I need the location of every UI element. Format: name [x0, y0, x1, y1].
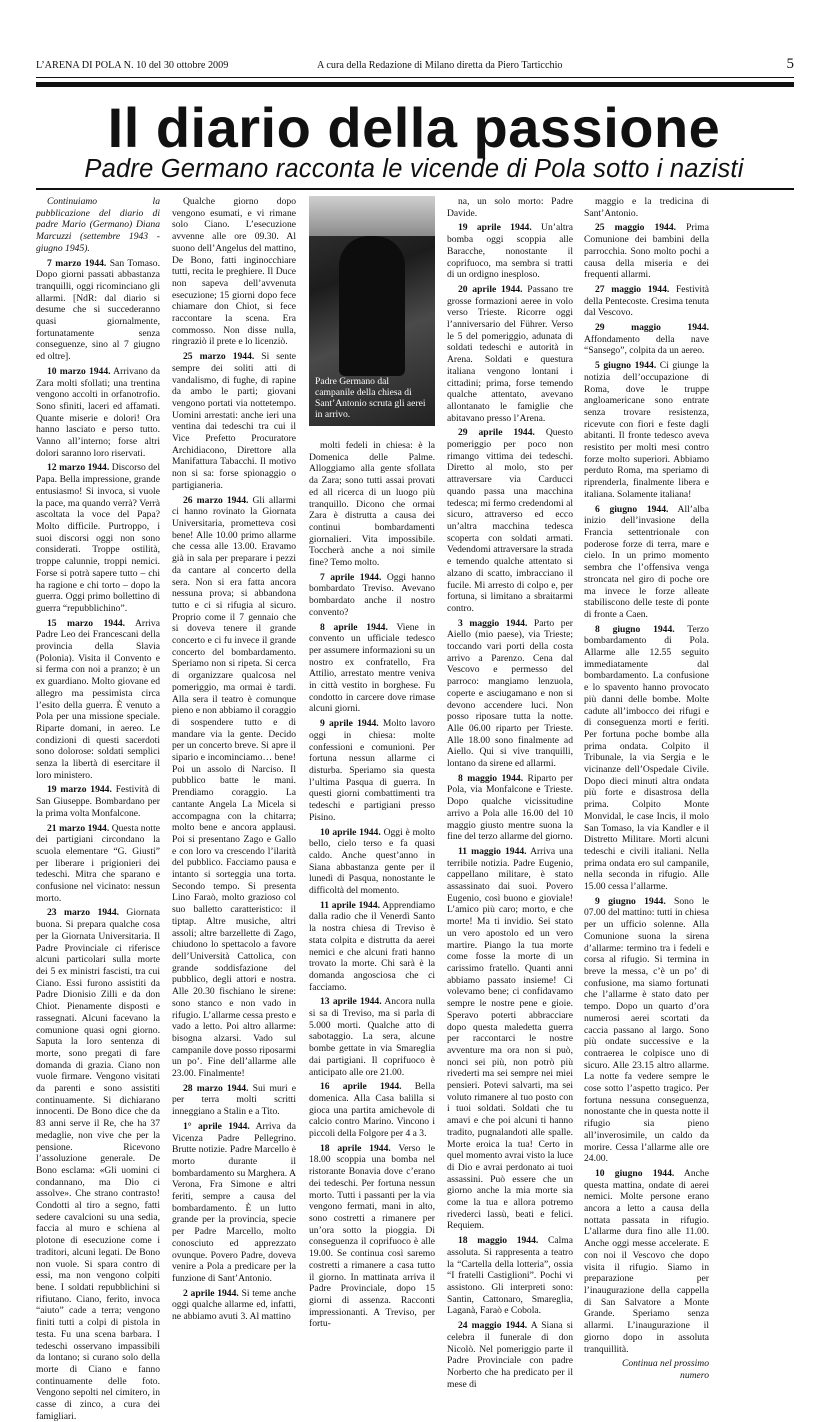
entry-date: 18 maggio 1944.: [458, 1235, 539, 1247]
editorial-credit: A cura della Redazione di Milano diretta da Piero Tarticchio: [317, 60, 563, 71]
entry-date: 3 maggio 1944.: [458, 617, 528, 629]
article-intro: Continuiamo la pubblicazione del diario di padre Mario (Germano) Diana Marcuzzi (settembre 1943 - giugno 1945).: [36, 196, 160, 254]
diary-entry: [309, 996, 435, 1078]
entry-text: Apprendiamo dalla radio che il Venerdì Santo la nostra chiesa di Treviso è stata colpita e distrutta da aerei nemici e che alcuni frati hanno trovato la morte. Chi sarà è la domanda angosciosa che ci facciamo.: [309, 899, 435, 993]
entry-date: 2 aprile 1944.: [183, 1287, 239, 1299]
page-title: Il diario della passione: [107, 96, 721, 159]
publication-info: L’ARENA DI POLA N. 10 del 30 ottobre 2009: [36, 60, 229, 71]
entry-text: Si teme anche oggi qualche allarme ed, infatti, ne abbiamo avuti 3. Al mattino: [172, 1287, 296, 1323]
entry-text: Parto per Aiello (mio paese), via Trieste; toccando vari porti della costa arrivo a Parenzo. Cena dal Vescovo e permesso del parroco: mangiamo lenzuola, coperte e asciugamano e non si devono accendere luci. Non posso riposare tutta la notte. Alle 06.00 riparto per Trieste. Alle 18.00 sono finalmente ad Aiello. Qui si vive tranquilli, lontano da sirene ed allarmi.: [447, 617, 573, 770]
diary-entry: [447, 222, 573, 281]
entry-text: Riparto per Pola, via Monfalcone e Trieste. Dopo qualche vicissitudine arrivo a Pola alle 16.00 del 10 maggio giusto mentre suona la fine del terzo allarme del giorno.: [447, 772, 574, 843]
diary-entry: [447, 1320, 573, 1390]
diary-entry: [584, 360, 709, 500]
entry-text: Questo pomeriggio per poco non rimango vittima dei tedeschi. Diretto al molo, sto per attraversare via Carducci quando passa una macchina tedesca; mi fermo credendomi al sicuro, attraverso ed ecco un’altra macchina tedesca scoperta con soldati armati. Vedendomi attraversare la strada e temendo qualche attentato si alzano di scatto, imbracciano il fucile. Mi arresto di colpo e, per fortuna, si limitano a sbraitarmi contro.: [447, 427, 573, 614]
entry-date: 25 maggio 1944.: [595, 222, 677, 234]
entry-date: 11 aprile 1944.: [320, 899, 381, 911]
title-bottom-rule: [36, 188, 794, 190]
entry-text: Questa notte dei partigiani circondano la scuola elementare “G. Giusti” per liberare i prigionieri dei tedeschi. Mitra che sparano e confusione nel vicinato: nessun morto.: [36, 822, 160, 904]
entry-date: 29 aprile 1944.: [458, 427, 535, 439]
diary-entry: [172, 1288, 296, 1323]
entry-date: 7 aprile 1944.: [320, 571, 382, 583]
entry-date: 26 marzo 1944.: [183, 494, 249, 506]
entry-text: Passano tre grosse formazioni aeree in volo verso Trieste. Ricorre oggi l’anniversario del Führer. Verso le 5 del pomeriggio, adunata di soldati tedeschi e autorità in Arena. Soldati e questura italiana vengono lontani i cittadini; prima, forse temendo qualche attentato, avevano allontanato le famiglie che abitavano presso l’Arena.: [447, 283, 573, 424]
entry-text: molti fedeli in chiesa: è la Domenica delle Palme. Alloggiamo alla gente sfollata da Zara; sono tutti assai provati ed all ricerca di un luogo più tranquillo. Dicono che ormai Zara è distrutta a causa dei continui bombardamenti giornalieri. Vita impossibile. Toccherà anche a noi simile fine? Temo molto.: [309, 440, 435, 569]
diary-entry: [36, 366, 160, 460]
entry-text: maggio e la tredicina di Sant’Antonio.: [584, 196, 709, 219]
diary-entry: [36, 784, 160, 819]
entry-text: Sono le 07.00 del mattino: tutti in chiesa per un ufficio solenne. Alla Comunione suona la sirena d’allarme: termino tra i fedeli e corsa al rifugio. Si termina in breve la messa, c’è un po’ di confusione, ma siamo fortunati che l’allarme è stato dato per tempo. Dopo un quarto d’ora numerosi aerei scortati da caccia passano al largo. Sono più ondate successive e la contraerea le colpisce uno di sicuro. Alle 23.15 altro allarme. La notte fa vedere sempre le cose sotto l’aspetto tragico. Per fortuna nessuna conseguenza, nonostante che in questa notte il rifugio sia pieno all’inverosimile, un caldo da morire. Cessa l’allarme alle ore 24.00.: [584, 895, 709, 1165]
entry-date: 23 marzo 1944.: [47, 907, 120, 919]
photo-sky: [309, 196, 435, 236]
entry-date: 11 maggio 1944.: [458, 845, 527, 857]
entry-text: Oggi è molto bello, cielo terso e fa quasi caldo. Anche quest’anno in Siana abbastanza gente per il lunedì di Pasqua, nonostante le difficoltà del momento.: [309, 826, 435, 897]
entry-date: 10 giugno 1944.: [595, 1167, 675, 1179]
entry-date: 10 aprile 1944.: [320, 826, 381, 838]
diary-entry: [172, 351, 296, 491]
entry-date: 9 giugno 1944.: [595, 895, 666, 907]
diary-entry: [36, 462, 160, 614]
entry-text: Anche questa mattina, ondate di aerei nemici. Molte persone erano ancora a letto a causa della nottata passata in rifugio. L’allarme dura fino alle 11.00. Anche oggi messe accelerate. E con noi il Vescovo che dopo visita il rifugio. Siamo in preparazione per l’inaugurazione della cappella di San Salvatore a Monte Grande. Speriamo senza allarmi. L’inaugurazione il giorno dopo in assoluta tranquillità.: [584, 1167, 709, 1355]
diary-entry: [172, 1121, 296, 1285]
diary-entry: [447, 427, 573, 614]
entry-text: Verso le 18.00 scoppia una bomba nel ristorante Bonavia dove c’erano dei tedeschi. Per fortuna nessun morto. Tutti i passanti per la via vengono fermati, mani in alto, sono costretti a rimanere per un’ora sotto la pioggia. Di conseguenza il coprifuoco è alle 19.00. Se continua così saremo costretti a rimanere a casa tutto il giorno. In mattinata arriva il Padre Provinciale, dopo 15 giorni di assenza. Racconti impressionanti. A Treviso, per fortu-: [309, 1142, 435, 1330]
entry-date: 8 aprile 1944.: [320, 621, 388, 633]
entry-text: Prima Comunione dei bambini della parrocchia. Sono molto pochi a causa della miseria e dei frequenti allarmi.: [584, 222, 709, 281]
entry-date: 25 marzo 1944.: [183, 351, 255, 363]
diary-entry: [447, 846, 573, 1232]
entry-text: Ancora nulla si sa di Treviso, ma si parla di 5.000 morti. Qualche atto di sabotaggio. La sera, alcune bombe gettate in via Smareglia dai partigiani. Il coprifuoco è anticipato alle ore 21.00.: [309, 996, 435, 1078]
diary-entry: [309, 718, 435, 823]
diary-entry: [584, 222, 709, 281]
diary-entry: [309, 1143, 435, 1330]
entry-text: All’alba inizio dell’invasione della Francia settentrionale con poderose forze di terra, mare e cielo. In un primo momento sembra che l’offensiva venga stroncata nel giro di poche ore ma invece le forze alleate stabiliscono delle teste di ponte di fronte a Caen.: [584, 503, 709, 620]
article-column-4: [447, 196, 574, 1390]
page-number: 5: [786, 56, 794, 72]
entry-text: Festività di San Giuseppe. Bombardano per la prima volta Monfalcone.: [36, 784, 160, 819]
entry-date: 29 maggio 1944.: [595, 322, 709, 334]
entry-date: 6 giugno 1944.: [595, 503, 669, 515]
diary-entry: [309, 622, 435, 716]
entry-text: na, un solo morto: Padre Davide.: [447, 196, 573, 219]
photo-figure: [339, 236, 405, 376]
diary-entry: [36, 907, 160, 1422]
diary-entry: [584, 504, 709, 621]
article-column-2: [172, 196, 296, 1323]
entry-date: 28 marzo 1944.: [183, 1082, 249, 1094]
entry-text: Bella domenica. Alla Casa balilla si gioca una partita amichevole di calcio contro Marino. Vincono i piccoli della Folgore per 4 a 3.: [309, 1081, 435, 1140]
entry-date: 16 aprile 1944.: [320, 1081, 402, 1093]
diary-entry: [309, 440, 435, 569]
entry-date: 12 marzo 1944.: [47, 462, 110, 474]
diary-entry: [584, 1168, 709, 1355]
entry-date: 21 marzo 1944.: [47, 822, 110, 834]
diary-entry: [309, 827, 435, 897]
entry-text: Ci giunge la notizia dell’occupazione di Roma, dove le truppe angloamericane sono entrate senza trovare resistenza, ricevute con fiori e feste dagli abitanti. Il fronte tedesco aveva resistito per molti mesi contro forze molto superiori. Abbiamo perduto Roma, ma speriamo di riprenderla, finalmente libera e italiana. Solamente italiana!: [584, 360, 709, 500]
diary-entry: [584, 196, 709, 219]
diary-entry: [447, 196, 573, 219]
entry-date: 18 aprile 1944.: [320, 1142, 391, 1154]
entry-date: 20 aprile 1944.: [458, 283, 523, 295]
entry-text: Calma assoluta. Si rappresenta a teatro la “Cartella della lotteria”, ossia “I fratelli Castiglioni”. Pochi vi assistono. Gli interpreti sono: Santin, Cattonaro, Smareglia, Laganà, Faraò e Cobola.: [447, 1235, 573, 1317]
diary-entry: [172, 495, 296, 1080]
photo-caption: Padre Germano dal campanile della chiesa di Sant’Antonio scruta gli aerei in arrivo.: [315, 376, 426, 420]
article-column-3: [309, 440, 435, 1330]
entry-text: Molto lavoro oggi in chiesa: molte confessioni e comunioni. Per fortuna nessun allarme ci disturba. Speriamo sia questa l’ultima Pasqua di guerra. In questi giorni combattimenti tra tedeschi e partigiani presso Pisino.: [309, 718, 435, 823]
entry-text: Arriva Padre Leo dei Francescani della provincia della Slavia (Polonia). Visita il Convento e si ferma con noi a pranzo; è un ex guardiano. Molto giovane ed allegro ma pessimista circa l’esito della guerra. È venuto a Pola per una missione speciale. Riparte domani, in aereo. Le condizioni di questi sacerdoti sono dolorose: soldati semplici senza la libertà di esercitare il loro ministero.: [36, 617, 160, 781]
diary-entry: [584, 322, 709, 357]
entry-date: 10 marzo 1944.: [47, 365, 111, 377]
article-column-5: [584, 196, 709, 1381]
entry-date: 19 aprile 1944.: [458, 222, 532, 234]
entry-text: A Siana si celebra il funerale di don Nicolò. Nel pomeriggio parte il Padre Provinciale con padre Norberto che ha predicato per il mese di: [447, 1320, 573, 1390]
diary-entry: [36, 258, 160, 363]
entry-text: Discorso del Papa. Bella impressione, grande entusiasmo! Si invoca, si vuole la pace, ma quando verrà? Verrà ascoltata la voce del Papa? Molto difficile. Purtroppo, i suoi discorsi oggi non sono considerati. Troppe ostilità, troppe calunnie, troppi nemici. Forse si potrà sapere tutto – chi ha ragione e chi torto – dopo la guerra. Oggi primo bollettino di guerra “repubblichino”.: [36, 462, 160, 614]
diary-entry: [584, 284, 709, 319]
continued-note: Continua nel prossimo numero: [621, 1358, 709, 1381]
title-top-bar: [36, 82, 794, 87]
entry-text: Affondamento della nave “Sansego”, colpita da un aereo.: [584, 333, 709, 357]
header-rule: [36, 77, 794, 78]
entry-text: Oggi hanno bombardato Treviso. Avevano bombardato anche il nostro convento?: [309, 571, 435, 618]
photo-padre-germano: [309, 196, 435, 426]
diary-entry: [584, 624, 709, 893]
diary-entry: [309, 572, 435, 619]
entry-date: 9 aprile 1944.: [320, 718, 379, 730]
entry-text: Festività della Pentecoste. Cresima tenuta dal Vescovo.: [584, 283, 709, 319]
article-column-1: [36, 196, 160, 1422]
diary-entry: [584, 896, 709, 1165]
entry-text: San Tomaso. Dopo giorni passati abbastanza tranquilli, oggi ricominciano gli allarmi. [NdR: dal diario si desume che si succederanno quasi giornalmente, fortunatamente senza conseguenze, sino al 7 giugno ed oltre].: [36, 257, 160, 363]
entry-date: 1° aprile 1944.: [183, 1120, 250, 1132]
entry-date: 27 maggio 1944.: [595, 283, 670, 295]
diary-entry: [36, 618, 160, 782]
entry-date: 15 marzo 1944.: [47, 617, 126, 629]
entry-date: 7 marzo 1944.: [47, 257, 107, 269]
diary-entry: [172, 196, 296, 348]
diary-entry: [36, 823, 160, 905]
entry-text: Terzo bombardamento di Pola. Allarme alle 12.55 seguito immediatamente dal bombardamento. La confusione e lo spavento hanno provocato più danni delle bombe. Molte cadute all’imbocco dei rifugi e di conseguenza morti e feriti. Per fortuna poche bombe alla prima ondata. Colpito il Tribunale, la via Sergia e le vicinanze dell’Ospedale Civile. Dopo dieci minuti altra ondata più forte e disastrosa della prima. Colpito Monte Monvidal, le case Incis, il molo San Tomaso, la via Kandler e il Distretto Militare. Morti alcuni tedeschi e civili italiani. Nella prima ondata ero sul campanile, nella seconda in rifugio. Alle 15.00 cessa l’allarme.: [584, 623, 709, 893]
diary-entry: [172, 1083, 296, 1118]
entry-text: Viene in convento un ufficiale tedesco per assumere informazioni su un nostro ex confratello, Fra Attilio, arrestato mentre veniva in città vestito in borghese. Fu condotto in carcere dove rimase alcuni giorni.: [309, 621, 435, 715]
diary-entry: [309, 900, 435, 994]
diary-entry: [447, 618, 573, 770]
entry-date: 8 maggio 1944.: [458, 772, 524, 784]
entry-date: 24 maggio 1944.: [458, 1320, 528, 1332]
entry-text: Qualche giorno dopo vengono esumati, e vi rimane solo Ciano. L’esecuzione avvenne alle ore 09.30. Al suono dell’Angelus del mattino, De Bono, fatti inginocchiare tutti, recita le preghiere. Il Duce non sapeva dell’avvenuta esecuzione; 15 giorni dopo fece chiamare don Chiot, si fece raccontare la scena. Era commosso. Non disse nulla, ringraziò il prete e lo licenziò.: [172, 196, 296, 348]
diary-entry: [309, 1081, 435, 1140]
entry-text: Arriva da Vicenza Padre Pellegrino. Brutte notizie. Padre Marcello è morto durante il bombardamento su Marghera. A Verona, Fra Simone e altri feriti, sempre a causa del bombardamento. È un lutto grande per la provincia, specie per Padre Marcello, molto conosciuto ed apprezzato ovunque. Povero Padre, doveva venire a Pola a predicare per la funzione di Sant’Antonio.: [172, 1120, 296, 1284]
entry-text: Gli allarmi ci hanno rovinato la Giornata Universitaria, prometteva così bene! Alle 10.00 primo allarme che cessa alle 13.00. Eravamo già in sala per preparare i pezzi da cantare al concerto della sera. Non si era fatta ancora nessuna prova; si abbandona tutto e ci si rifugia al sicuro. Proprio come il 7 gennaio che si doveva tenere il grande concerto e ci fu invece il grande concerto del bombardamento. Speriamo non si ripeta. Si cerca di organizzare qualcosa nel pomeriggio, ma ormai è tardi. Alla sera il teatro è comunque pieno e non abbiamo il coraggio di sospendere tutto e di mandare via la gente. Decido per un concerto breve. Si apre il sipario e incominciamo… bene! Poi un assolo di Narciso. Il pubblico batte le mani. Prendiamo coraggio. La cantante Angela La Micela si accompagna con la chitarra; molto bene e ancora applausi. Poi si presentano Zago e Gallo e con loro va crescendo l’ilarità del pubblico. Facciamo pausa e intanto si sorteggia una torta. Secondo tempo. Si presenta Lino Faraò, molto grazioso col suo balletto caratteristico: il tiptap. Altre musiche, altri assoli; altre barzellette di Zago, chiudono lo spettacolo a favore dell’Università Cattolica, con grande soddisfazione del pubblico, degli attori e nostra. Alle 20.30 fischiano le sirene: sono stanco e non vado in rifugio. L’allarme cessa presto e vado a letto. Poi altro allarme: bisogna alzarsi. Vado sul campanile dove posso riposarmi un po’. Fine dell’allarme alle 23.00. Finalmente!: [172, 494, 296, 1080]
entry-date: 13 aprile 1944.: [320, 996, 382, 1008]
diary-entry: [447, 1235, 573, 1317]
diary-entry: [447, 773, 573, 843]
entry-date: 5 giugno 1944.: [595, 360, 657, 372]
entry-text: Giornata buona. Si prepara qualche cosa per la Giornata Universitaria. Il Padre Provinciale ci riferisce alcuni particolari sulla morte dei 5 ex ministri fascisti, tra cui Ciano. Essi furono assistiti da Padre Dionisio Zilli e da don Chiot. Pienamente disposti e rassegnati. Alcuni facevano la comunione quasi ogni giorno. Saputa la loro sentenza di morte, sono pregati di fare domanda di grazia. Ciano non vuole firmare. Vengono visitati da parenti e sono assistiti continuamente. Si dichiarano innocenti. De Bono dice che da 83 anni serve il Re, che ha 37 medaglie, non vive che per la pensione. Ricevono l’assoluzione generale. De Bono esclama: «Gli uomini ci condannano, ma Dio ci assolve». Che strano contrasto! Condotti al tiro a segno, fatti sedere cavalcioni su una sedia, faccia al muro e schiena al plotone di esecuzione come i traditori, alcuni legati. De Bono non vuole. Si spara contro di essi, ma non vengono colpiti bene. I soldati repubblichini si rifiutano. Ciano, ferito, invoca “aiuto” cade a terra; vengono finiti tutti a colpi di pistola in testa. Fu una scena barbara. I tedeschi osservano impassibili da lontano; si curano solo della morte di Ciano e fanno continuamente delle foto. Vengono sepolti nel cimitero, in casse di zinco, a cura dei famigliari.: [36, 907, 160, 1422]
entry-date: 19 marzo 1944.: [47, 784, 112, 796]
entry-text: Arriva una terribile notizia. Padre Eugenio, cappellano militare, è stato assassinato dai suoi. Povero Eugenio, così buono e gioviale! L’amico più caro; morto, e che morte! Ma ti invidio. Sei stato un vero apostolo ed un vero martire. Piango la tua morte come fosse la morte di un carissimo fratello. Quanti anni abbiamo passato insieme! Ci volevamo bene; ci confidavamo sempre le nostre pene e gioie. Speravo poterti abbracciare dopo questa maledetta guerra per raccontarci le nostre avventure ma ora non si può, nonci sei più, non potrò più rivederti ma sei sempre nei miei pensieri. Potevi salvarti, ma sei voluto rimanere al tuo posto con i tuoi soldati. Soldati che tu amavi e che poi alcuni ti hanno tradito, pugnalandoti alle spalle. Morte eroica la tua! Certo in quel momento avrai visto la luce di Dio e avrai perdonato ai tuoi assassini. Può essere che un giorno anche la mia morte sia come la tua e allora potremo rivederci lassù, beati e felici. Requiem.: [447, 845, 573, 1232]
page-subtitle: Padre Germano racconta le vicende di Pola sotto i nazisti: [84, 155, 744, 183]
diary-entry: [447, 284, 573, 424]
entry-text: Si sente sempre dei soliti atti di vandalismo, di fughe, di rapine da ambo le parti; giovani vengono portati via nottetempo. Uomini arrestati: anche ieri una ventina dai tedeschi tra cui il Vice Prefetto Procuratore Archidiacono, Direttore alla Manifattura Tabacchi. Il motivo non si sa: forse spionaggio o partigianeria.: [172, 351, 296, 491]
entry-text: Sui muri e per terra molti scritti inneggiano a Stalin e a Tito.: [172, 1082, 296, 1118]
page-header: [36, 58, 794, 74]
entry-date: 8 giugno 1944.: [595, 623, 675, 635]
entry-text: Arrivano da Zara molti sfollati; una trentina vengono accolti in orfanotrofio. Sono sfiniti, laceri ed affamati. Quante miserie e dolori! Ora hanno lasciato e perso tutto. Vanno all’interno; forse altri dolori saranno loro riservati.: [36, 365, 160, 459]
entry-text: Un’altra bomba oggi scoppia alle Baracche, nonostante il coprifuoco, ma sembra si tratti di un ordigno inesploso.: [447, 222, 573, 281]
